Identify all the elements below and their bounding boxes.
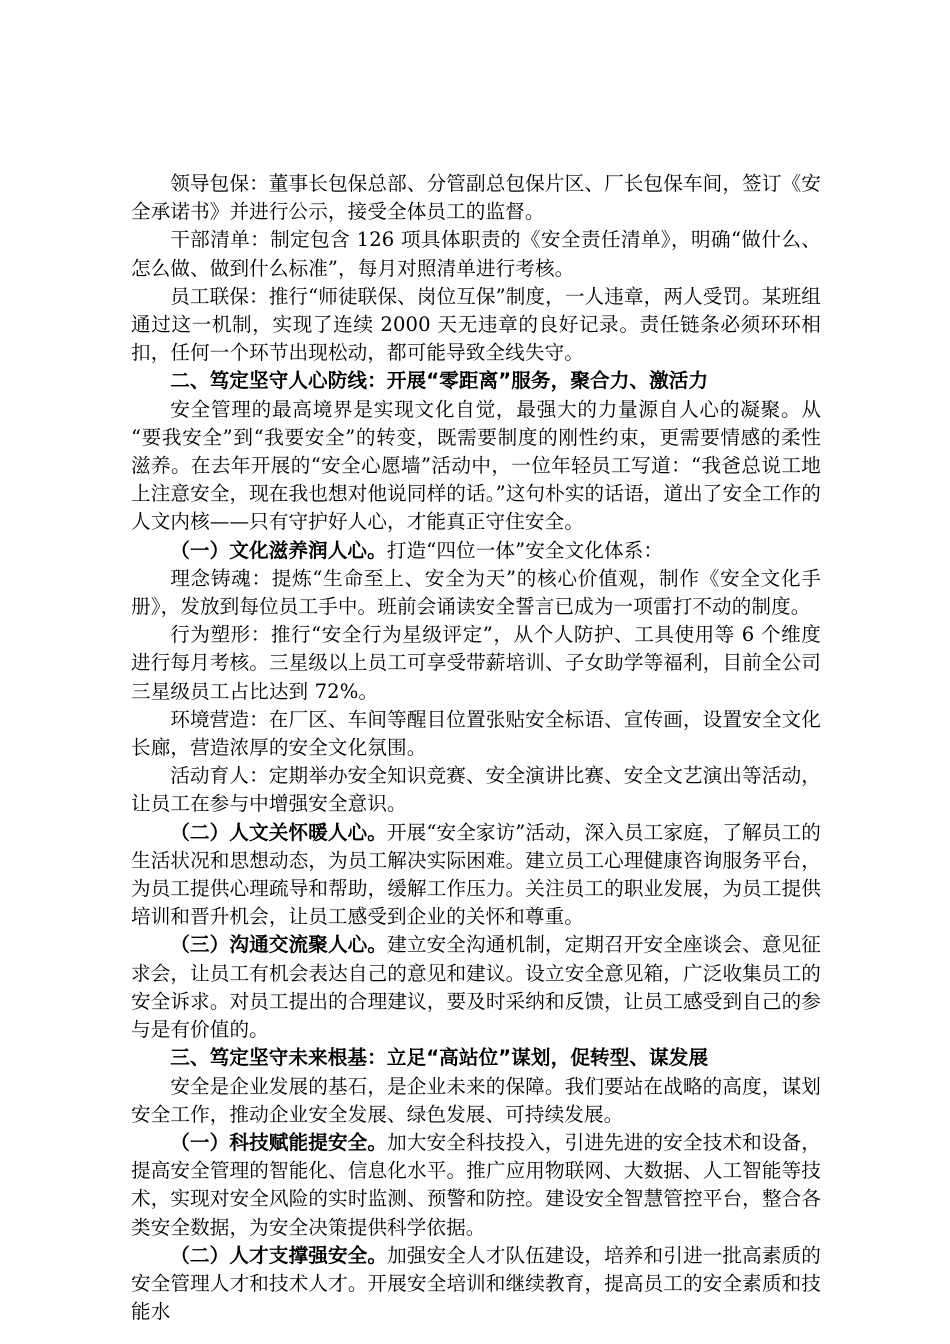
paragraph-communication-gather <box>131 931 821 1044</box>
subheading-talent-support: （二）人才支撑强安全。 <box>170 1243 388 1267</box>
paragraph-technology-empower-body: 加大安全科技投入，引进先进的安全技术和设备，提高安全管理的智能化、信息化水平。推广应用物联网、大数据、人工智能等技术，实现对安全风险的实时监测、预警和防控。建设安全智慧管控平台，整合各类安全数据，为安全决策提供科学依据。 <box>131 1130 821 1239</box>
paragraph-culture-nourish <box>131 537 821 565</box>
paragraph-leader-guarantee: 领导包保：董事长包保总部、分管副总包保片区、厂长包保车间，签订《安全承诺书》并进行公示，接受全体员工的监督。 <box>131 172 821 224</box>
subheading-technology-empower: （一）科技赋能提安全。 <box>170 1130 388 1154</box>
paragraph-talent-support-body: 加强安全人才队伍建设，培养和引进一批高素质的安全管理人才和技术人才。开展安全培训和继续教育，提高员工的安全素质和技能水 <box>131 1243 821 1324</box>
subheading-culture-nourish: （一）文化滋养润人心。 <box>170 538 387 562</box>
paragraph-idea-casting-soul: 理念铸魂：提炼“生命至上、安全为天”的核心价值观，制作《安全文化手册》，发放到每位员工手中。班前会诵读安全誓言已成为一项雷打不动的制度。 <box>131 566 821 619</box>
paragraph-culture-nourish-body: 打造“四位一体”安全文化体系： <box>386 538 664 562</box>
paragraph-activity-education: 活动育人：定期举办安全知识竞赛、安全演讲比赛、安全文艺演出等活动，让员工在参与中增强安全意识。 <box>131 764 821 816</box>
subheading-humanistic-care: （二）人文关怀暖人心。 <box>170 820 387 844</box>
document-text-column <box>131 170 821 1326</box>
paragraph-technology-empower <box>131 1129 821 1242</box>
paragraph-section-three-intro: 安全是企业发展的基石，是企业未来的保障。我们要站在战略的高度，谋划安全工作，推动企业安全发展、绿色发展、可持续发展。 <box>131 1074 821 1126</box>
paragraph-section-two-intro: 安全管理的最高境界是实现文化自觉，最强大的力量源自人心的凝聚。从“要我安全”到“我要安全”的转变，既需要制度的刚性约束，更需要情感的柔性滋养。在去年开展的“安全心愿墙”活动中，一位年轻员工写道：“我爸总说工地上注意安全，现在我也想对他说同样的话。”这句朴实的话语，道出了安全工作的人文内核——只有守护好人心，才能真正守住安全。 <box>131 397 821 534</box>
paragraph-cadre-list: 干部清单：制定包含 126 项具体职责的《安全责任清单》，明确“做什么、怎么做、做到什么标准”，每月对照清单进行考核。 <box>131 228 821 280</box>
paragraph-humanistic-care <box>131 819 821 932</box>
heading-section-two: 二、笃定坚守人心防线：开展“零距离”服务，聚合力、激活力 <box>170 369 709 393</box>
paragraph-behavior-shaping: 行为塑形：推行“安全行为星级评定”，从个人防护、工具使用等 6 个维度进行每月考核。三星级以上员工可享受带薪培训、子女助学等福利，目前全公司三星级员工占比达到 72%。 <box>131 623 821 703</box>
subheading-communication-gather: （三）沟通交流聚人心。 <box>170 933 388 957</box>
paragraph-environment-building: 环境营造：在厂区、车间等醒目位置张贴安全标语、宣传画，设置安全文化长廊，营造浓厚的安全文化氛围。 <box>131 707 821 760</box>
paragraph-talent-support <box>131 1242 821 1327</box>
paragraph-staff-mutual-guarantee: 员工联保：推行“师徒联保、岗位互保”制度，一人违章，两人受罚。某班组通过这一机制，实现了连续 2000 天无违章的良好记录。责任链条必须环环相扣，任何一个环节出现松动，都可能导致全线失守。 <box>131 284 821 365</box>
heading-section-three: 三、笃定坚守未来根基：立足“高站位”谋划，促转型、谋发展 <box>170 1046 709 1070</box>
paragraph-humanistic-care-body: 开展“安全家访”活动，深入员工家庭，了解员工的生活状况和思想动态，为员工解决实际困难。建立员工心理健康咨询服务平台，为员工提供心理疏导和帮助，缓解工作压力。关注员工的职业发展，为员工提供培训和晋升机会，让员工感受到企业的关怀和尊重。 <box>131 820 821 929</box>
paragraph-communication-gather-body: 建立安全沟通机制，定期召开安全座谈会、意见征求会，让员工有机会表达自己的意见和建议。设立安全意见箱，广泛收集员工的安全诉求。对员工提出的合理建议，要及时采纳和反馈，让员工感受到自己的参与是有价值的。 <box>131 933 821 1042</box>
